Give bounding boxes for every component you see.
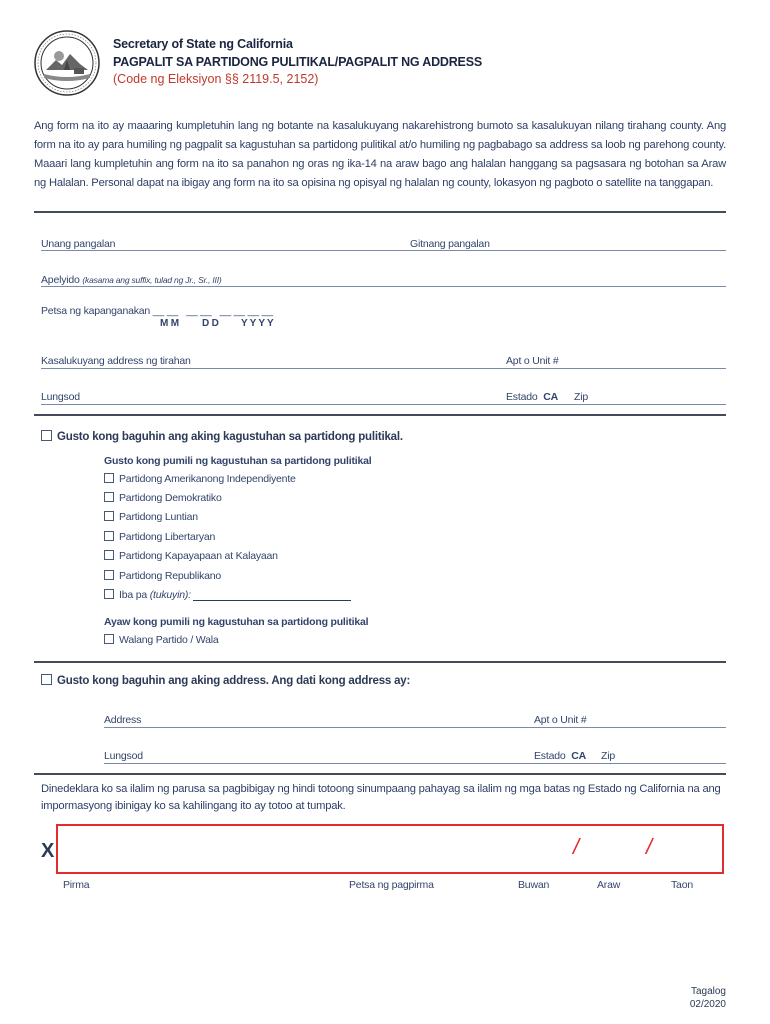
choose-party-heading: Gusto kong pumili ng kagustuhan sa partidong pulitikal: [104, 455, 372, 467]
middle-name-label: Gitnang pangalan: [410, 238, 490, 250]
birthdate-yyyy-hint: Y Y Y Y: [241, 318, 274, 329]
city-input-line[interactable]: [41, 404, 726, 405]
footer-date: 02/2020: [689, 999, 726, 1010]
party-other-input-line[interactable]: [193, 600, 351, 601]
first-name-label: Unang pangalan: [41, 238, 116, 250]
birthdate-text: Petsa ng kapanganakan: [41, 305, 151, 317]
date-separator: /: [573, 834, 580, 859]
birthdate-mm-hint: M M: [160, 318, 179, 329]
previous-city-label: Lungsod: [104, 750, 143, 762]
party-checkbox[interactable]: [104, 550, 114, 560]
state-text: Estado: [506, 391, 538, 403]
section-divider: [34, 661, 726, 663]
previous-city-input-line[interactable]: [104, 763, 726, 764]
zip-label: Zip: [574, 391, 588, 403]
party-option-label: Partidong Kapayapaan at Kalayaan: [119, 550, 278, 562]
previous-apt-label: Apt o Unit #: [534, 714, 587, 726]
state-label: [506, 391, 558, 403]
birthdate-dd-hint: D D: [202, 318, 219, 329]
header-agency: Secretary of State ng California: [113, 37, 293, 51]
change-address-option[interactable]: [41, 674, 410, 687]
party-checkbox[interactable]: [104, 511, 114, 521]
apt-unit-label: Apt o Unit #: [506, 355, 559, 367]
year-label: Taon: [671, 879, 693, 891]
no-party-checkbox[interactable]: [104, 634, 114, 644]
party-option[interactable]: [104, 492, 222, 504]
change-party-checkbox[interactable]: [41, 430, 52, 441]
last-name-label: [41, 274, 222, 286]
section-divider: [34, 414, 726, 416]
party-checkbox[interactable]: [104, 570, 114, 580]
party-option[interactable]: [104, 531, 215, 543]
address-input-line[interactable]: [41, 368, 726, 369]
day-label: Araw: [597, 879, 621, 891]
name-input-line[interactable]: [41, 250, 726, 251]
party-option-label: Partidong Demokratiko: [119, 492, 222, 504]
section-divider: [34, 211, 726, 213]
change-party-option[interactable]: [41, 430, 403, 443]
birthdate-label: [41, 305, 273, 317]
city-label: Lungsod: [41, 391, 80, 403]
signature-x-mark: X: [41, 840, 55, 862]
party-other-label: Iba pa: [119, 589, 147, 601]
section-divider: [34, 773, 726, 775]
previous-state-value: CA: [571, 750, 586, 762]
footer-language: Tagalog: [690, 986, 726, 997]
previous-state-text: Estado: [534, 750, 566, 762]
previous-zip-label: Zip: [601, 750, 615, 762]
previous-state-label: [534, 750, 586, 762]
previous-address-label: Address: [104, 714, 142, 726]
declaration-text: Dinedeklara ko sa ilalim ng parusa sa pagbibigay ng hindi totoong sinumpaang pahayag sa ilalim ng mga batas ng Estado ng California na ang impormasyong ibinigay ko sa kahilingang ito ay totoo at tumpak.: [41, 783, 721, 812]
intro-paragraph: Ang form na ito ay maaaring kumpletuhin lang ng botante na kasalukuyang nakarehistrong bumoto sa kasalukuyan nilang tirahang county. Ang form na ito ay para humiling ng pagpalit sa kagustuhan sa partidong pulitikal at/o humiling ng pagbabago sa address sa loob ng parehong county. Maaari lang kumpletuhin ang form na ito sa panahon ng oras ng ika-14 na araw bago ang halalan hanggang sa pagsasara ng botohan sa Araw ng Halalan. Personal dapat na ibigay ang form na ito sa opisina ng opisyal ng halalan ng county, lokasyon ng pagboto o satellite na tanggapan.: [34, 120, 726, 189]
form-title: PAGPALIT SA PARTIDONG PULITIKAL/PAGPALIT NG ADDRESS: [113, 55, 482, 69]
party-option[interactable]: [104, 511, 198, 523]
party-other-option[interactable]: [104, 589, 191, 601]
signing-date-label: Petsa ng pagpirma: [349, 879, 434, 891]
no-party-heading: Ayaw kong pumili ng kagustuhan sa partidong pulitikal: [104, 616, 369, 628]
last-name-input-line[interactable]: [41, 286, 726, 287]
change-party-text: Gusto kong baguhin ang aking kagustuhan sa partidong pulitikal.: [57, 431, 403, 443]
change-address-text: Gusto kong baguhin ang aking address. Ang dati kong address ay:: [57, 675, 411, 687]
party-option[interactable]: [104, 550, 278, 562]
state-value: CA: [543, 391, 558, 403]
last-name-note: (kasama ang suffix, tulad ng Jr., Sr., III): [82, 275, 222, 285]
party-checkbox[interactable]: [104, 492, 114, 502]
birthdate-blanks[interactable]: __ __ __ __ __ __ __ __: [152, 305, 273, 317]
party-option-label: Partidong Amerikanong Independiyente: [119, 473, 296, 485]
party-other-checkbox[interactable]: [104, 589, 114, 599]
signature-box[interactable]: [56, 824, 724, 874]
no-party-option[interactable]: [104, 634, 218, 646]
month-label: Buwan: [518, 879, 550, 891]
party-option-label: Partidong Libertaryan: [119, 531, 216, 543]
party-option[interactable]: [104, 570, 221, 582]
election-code-citation: (Code ng Eleksiyon §§ 2119.5, 2152): [113, 72, 319, 86]
party-option-label: Partidong Luntian: [119, 511, 198, 523]
change-address-checkbox[interactable]: [41, 674, 52, 685]
party-checkbox[interactable]: [104, 473, 114, 483]
party-checkbox[interactable]: [104, 531, 114, 541]
previous-address-input-line[interactable]: [104, 727, 726, 728]
residence-address-label: Kasalukuyang address ng tirahan: [41, 355, 191, 367]
state-seal-logo: [34, 30, 100, 96]
date-separator: /: [646, 834, 653, 859]
party-option-label: Partidong Republikano: [119, 570, 222, 582]
last-name-text: Apelyido: [41, 274, 80, 286]
signature-label: Pirma: [63, 879, 90, 891]
no-party-label: Walang Partido / Wala: [119, 634, 219, 646]
party-option[interactable]: [104, 473, 296, 485]
party-other-note: (tukuyin):: [149, 589, 191, 601]
